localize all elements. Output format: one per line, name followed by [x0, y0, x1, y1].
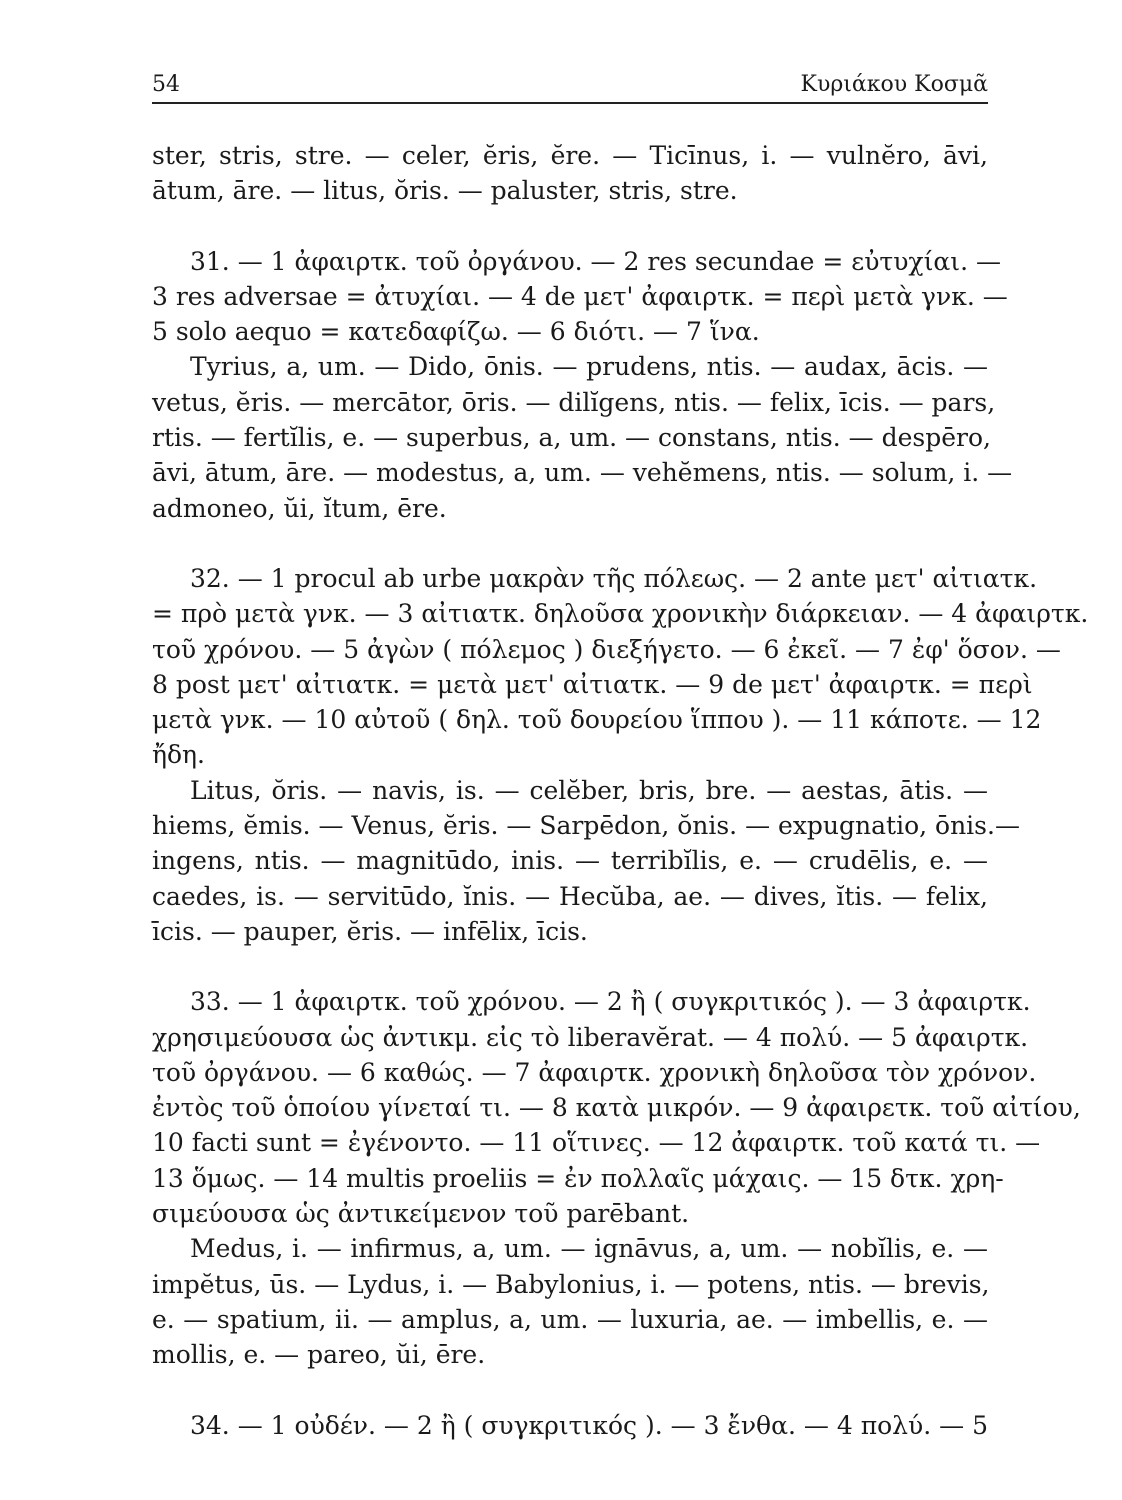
- text-line: ἤδη.: [152, 740, 205, 770]
- section-31-line: 31. — 1 ἀφαιρτκ. τοῦ ὀργάνου. — 2 res secundae = εὐτυχίαι. —: [190, 246, 1001, 276]
- text-line: e. — spatium, ii. — amplus, a, um. — luxuria, ae. — imbellis, e. —: [152, 1304, 988, 1334]
- text-line: 5 solo aequo = κατεδαφίζω. — 6 διότι. — 7 ἵνα.: [152, 317, 760, 347]
- text-line: ἐντὸς τοῦ ὁποίου γίνεταί τι. — 8 κατὰ μικρόν. — 9 ἀφαιρετκ. τοῦ αἰτίου,: [152, 1093, 1081, 1123]
- text-line: admoneo, ŭi, ĭtum, ēre.: [152, 493, 447, 523]
- text-line: vetus, ĕris. — mercātor, ōris. — dilĭgens, ntis. — felix, īcis. — pars,: [152, 387, 996, 417]
- page-header: [152, 72, 988, 104]
- text-line: σιμεύουσα ὡς ἀντικείμενον τοῦ parēbant.: [152, 1199, 690, 1229]
- text-line: 13 ὅμως. — 14 multis proeliis = ἐν πολλαῖς μάχαις. — 15 δτκ. χρη-: [152, 1163, 1004, 1193]
- text-line: caedes, is. — servitūdo, ĭnis. — Hecŭba, ae. — dives, ĭtis. — felix,: [152, 881, 988, 911]
- section-32-line: 32. — 1 procul ab urbe μακρὰν τῆς πόλεως. — 2 ante μετ' αἰτιατκ.: [190, 563, 1038, 593]
- text-line: Medus, i. — infirmus, a, um. — ignāvus, a, um. — nobĭlis, e. —: [190, 1234, 988, 1264]
- text-line: 8 post μετ' αἰτιατκ. = μετὰ μετ' αἰτιατκ. — 9 de μετ' ἀφαιρτκ. = περὶ: [152, 669, 1033, 699]
- text-line: hiems, ĕmis. — Venus, ĕris. — Sarpēdon, ŏnis. — expugnatio, ōnis.—: [152, 811, 1020, 841]
- text-line: 3 res adversae = ἀτυχίαι. — 4 de μετ' ἀφαιρτκ. = περὶ μετὰ γνκ. —: [152, 281, 1008, 311]
- running-title: Κυριάκου Κοσμᾶ: [800, 72, 988, 97]
- text-line: mollis, e. — pareo, ŭi, ēre.: [152, 1340, 486, 1370]
- text-line: āvi, ātum, āre. — modestus, a, um. — vehĕmens, ntis. — solum, i. —: [152, 458, 1013, 488]
- text-line: impĕtus, ūs. — Lydus, i. — Babylonius, i. — potens, ntis. — brevis,: [152, 1269, 990, 1299]
- text-line: = πρὸ μετὰ γνκ. — 3 αἰτιατκ. δηλοῦσα χρονικὴν διάρκειαν. — 4 ἀφαιρτκ.: [152, 599, 1089, 629]
- text-line: īcis. — pauper, ĕris. — infēlix, īcis.: [152, 916, 588, 946]
- text-line: Litus, ŏris. — navis, is. — celĕber, bris, bre. — aestas, ātis. —: [190, 775, 988, 805]
- text-line: ster, stris, stre. — celer, ĕris, ĕre. — Ticīnus, i. — vulnĕro, āvi,: [152, 141, 988, 170]
- page-body: [152, 138, 1089, 1443]
- text-line: 10 facti sunt = ἐγένοντο. — 11 οἵτινες. — 12 ἀφαιρτκ. τοῦ κατά τι. —: [152, 1128, 1041, 1158]
- text-line: χρησιμεύουσα ὡς ἀντικμ. εἰς τὸ liberavĕrat. — 4 πολύ. — 5 ἀφαιρτκ.: [152, 1022, 1029, 1052]
- page-number: 54: [152, 72, 180, 97]
- text-line: τοῦ ὀργάνου. — 6 καθώς. — 7 ἀφαιρτκ. χρονικὴ δηλοῦσα τὸν χρόνον.: [152, 1057, 1037, 1087]
- text-line: ātum, āre. — litus, ŏris. — paluster, stris, stre.: [152, 176, 738, 206]
- text-line: ingens, ntis. — magnitūdo, inis. — terribĭlis, e. — crudēlis, e. —: [152, 846, 988, 876]
- section-33-line: 33. — 1 ἀφαιρτκ. τοῦ χρόνου. — 2 ἢ ( συγκριτικός ). — 3 ἀφαιρτκ.: [190, 987, 1031, 1017]
- text-line: Tyrius, a, um. — Dido, ōnis. — prudens, ntis. — audax, ācis. —: [190, 352, 988, 382]
- text-line: rtis. — fertĭlis, e. — superbus, a, um. — constans, ntis. — despēro,: [152, 423, 991, 453]
- text-line: τοῦ χρόνου. — 5 ἀγὼν ( πόλεμος ) διεξήγετο. — 6 ἐκεῖ. — 7 ἐφ' ὅσον. —: [152, 634, 1061, 664]
- section-34-line: 34. — 1 οὐδέν. — 2 ἢ ( συγκριτικός ). — 3 ἔνθα. — 4 πολύ. — 5: [190, 1410, 988, 1440]
- text-line: μετὰ γνκ. — 10 αὐτοῦ ( δηλ. τοῦ δουρείου ἵππου ). — 11 κάποτε. — 12: [152, 705, 1042, 735]
